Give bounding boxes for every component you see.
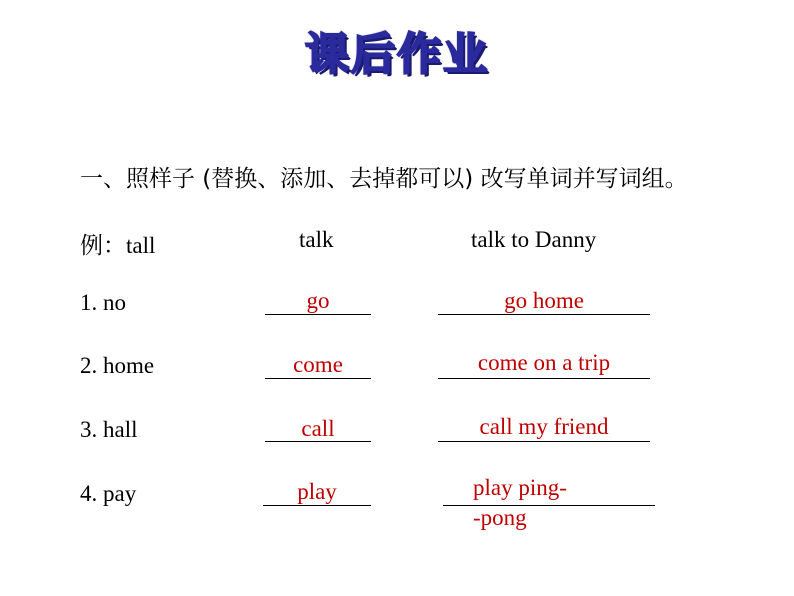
row-4-word-answer: play <box>297 479 337 504</box>
page-title: 课后作业 <box>305 29 489 80</box>
row-4-prompt: 4. pay <box>80 481 137 506</box>
example-word: talk <box>299 227 334 252</box>
row-2-phrase-blank[interactable] <box>438 378 650 379</box>
row-4-phrase-answer: play ping- -pong <box>473 475 567 531</box>
row-3-phrase-blank[interactable] <box>438 441 650 442</box>
row-1-phrase-answer: go home <box>504 288 584 313</box>
row-2-phrase-answer: come on a trip <box>477 350 611 375</box>
row-3-word-answer: call <box>301 416 335 441</box>
row-4-word-blank[interactable] <box>263 505 371 506</box>
example-label: 例：tall <box>80 233 156 258</box>
row-2-prompt: 2. home <box>80 353 155 378</box>
row-3-prompt: 3. hall <box>80 417 138 442</box>
row-1-word-answer: go <box>306 288 330 313</box>
example-phrase: talk to Danny <box>471 227 597 252</box>
row-2-word-blank[interactable] <box>265 378 371 379</box>
exercise-instruction: 一、照样子 (替换、添加、去掉都可以) 改写单词并写词组。 <box>80 166 688 192</box>
row-3-word-blank[interactable] <box>265 441 371 442</box>
row-3-phrase-answer: call my friend <box>479 414 609 439</box>
row-1-phrase-blank[interactable] <box>438 314 650 315</box>
row-2-word-answer: come <box>293 352 343 377</box>
row-1-prompt: 1. no <box>80 290 126 315</box>
row-1-word-blank[interactable] <box>265 314 371 315</box>
